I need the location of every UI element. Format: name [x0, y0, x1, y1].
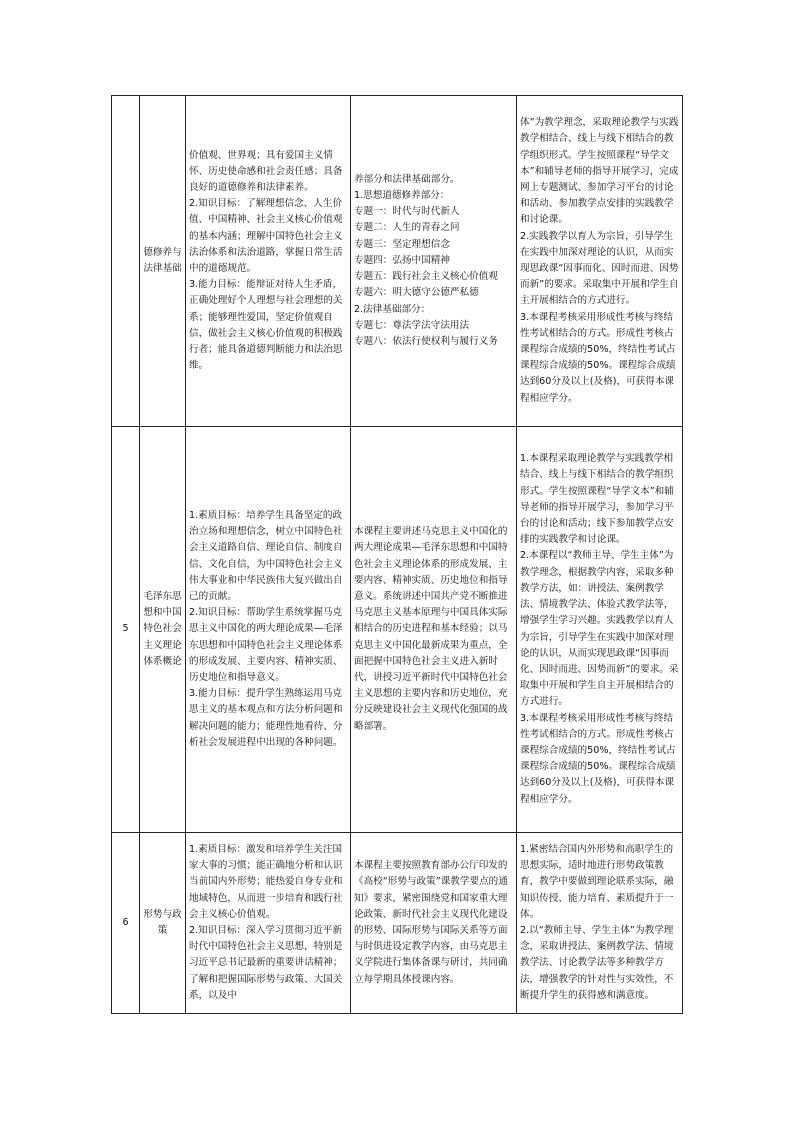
- course-goals: [186, 427, 351, 833]
- course-content: [351, 833, 517, 1014]
- requirement-text: 2.实践教学以育人为宗旨，引导学生在实践中加深对理论的认识，从而实现思政课“因事而化、因时而进、因势而新”的要求。采取集中开展和学生自主开展相结合的方式进行。: [520, 230, 679, 307]
- requirement-text: 3.本课程考核采用形成性考核与终结性考试相结合的方式。形成性考核占课程综合成绩的50%，终结性考试占课程综合成绩的50%。课程综合成绩达到60分及以上(及格)，可获得本课程相应学分。: [520, 311, 676, 404]
- content-text: 本课程主要讲述马克思主义中国化的两大理论成果—毛泽东思想和中国特色社会主义理论体系的形成发展、主要内容、精神实质、历史地位和指导意义。系统讲述中国共产党不断推进马克思主义基本原理与中国具体实际相结合的历史进程和基本经验；以马克思主义中国化最新成果为重点，全面把握中国特色社会主义进入新时代，讲授习近平新时代中国特色社会主义思想的主要内容和历史地位，充分反映建设社会主义现代化强国的战略部署。: [354, 526, 508, 732]
- goal-text: 价值观、世界观；具有爱国主义情怀、历史使命感和社会责任感；具备良好的道德修养和法律素养。: [189, 149, 343, 193]
- content-text: 专题七：尊法学法守法用法: [354, 319, 470, 331]
- table-row: [112, 96, 683, 427]
- course-content: [351, 96, 517, 427]
- goal-text: 2.知识目标：帮助学生系统掌握马克思主义中国化的两大理论成果—毛泽东思想和中国特色社会主义理论体系的形成发展、主要内容、精神实质、历史地位和指导意义。: [189, 607, 343, 683]
- goal-text: 2.知识目标：深入学习贯彻习近平新时代中国特色社会主义思想，特别是习近平总书记最新的重要讲话精神；了解和把握国际形势与政策、大国关系，以及中: [189, 925, 343, 1001]
- goal-text: 1.素质目标：培养学生具备坚定的政治立场和理想信念，树立中国特色社会主义道路自信、理论自信、制度自信、文化自信，为中国特色社会主义伟大事业和中华民族伟大复兴做出自己的贡献。: [189, 509, 343, 602]
- content-text: 专题二：人生的青春之问: [354, 222, 460, 234]
- table-row: [112, 427, 683, 833]
- requirement-text: 2.以“教师主导、学生主体”为教学理念，采取讲授法、案例教学法、情境教学法、讨论教学法等多种教学方法，增强教学的针对性与实效性，不断提升学生的获得感和满意度。: [520, 925, 674, 1001]
- requirement-text: 1.紧密结合国内外形势和高职学生的思想实际，适时地进行形势政策教育，教学中要做到理论联系实际，融知识传授、能力培育、素质提升于一体。: [520, 843, 674, 920]
- course-goals: [186, 96, 351, 427]
- requirement-text: 1.本课程采取理论教学与实践教学相结合、线上与线下相结合的教学组织形式。学生按照课程“导学文本”和辅导老师的指导开展学习，参加学习平台的讨论和活动；线下参加教学点安排的实践教学和讨论课。: [520, 453, 674, 546]
- content-text: 专题四：弘扬中国精神: [354, 254, 450, 266]
- content-text: 专题三：坚定理想信念: [354, 238, 450, 250]
- requirement-text: 3.本课程考核采用形成性考核与终结性考试相结合的方式。形成性考核占课程综合成绩的50%，终结性考试占课程综合成绩的50%。课程综合成绩达到60分及以上(及格)，可获得本课程相应学分。: [520, 712, 676, 805]
- course-name: 形势与政策: [140, 833, 186, 1014]
- course-table: [111, 95, 683, 1014]
- row-number: 6: [112, 833, 140, 1014]
- content-text: 专题八：依法行使权利与履行义务: [354, 335, 498, 347]
- goal-text: 1.素质目标：激发和培养学生关注国家大事的习惯；能正确地分析和认识当前国内外形势；能热爱自身专业和地域特色，从而进一步培育和践行社会主义核心价值观。: [189, 843, 343, 920]
- teaching-requirements: [517, 833, 683, 1014]
- row-number: [112, 96, 140, 427]
- course-name: 毛泽东思想和中国特色社会主义理论体系概论: [140, 427, 186, 833]
- teaching-requirements: [517, 427, 683, 833]
- requirement-text: 体”为教学理念，采取理论教学与实践教学相结合、线上与线下相结合的教学组织形式。学生按照课程“导学文本”和辅导老师的指导开展学习，完成网上专题测试、参加学习平台的讨论和活动、参加教学点安排的实践教学和讨论课。: [520, 117, 679, 226]
- table-row: [112, 833, 683, 1014]
- teaching-requirements: [517, 96, 683, 427]
- row-number: 5: [112, 427, 140, 833]
- requirement-text: 2.本课程以“教师主导、学生主体”为教学理念，根据教学内容，采取多种教学方法，如：讲授法、案例教学法、情境教学法、体验式教学法等，增强学生学习兴趣。实践教学以育人为宗旨，引导学生在实践中加深对理论的认识，从而实现思政课“因事而化、因时而进、因势而新”的要求。采取集中开展和学生自主开展相结合的方式进行。: [520, 550, 679, 708]
- goal-text: 3.能力目标：提升学生熟练运用马克思主义的基本观点和方法分析问题和解决问题的能力；能理性地看待、分析社会发展进程中出现的各种问题。: [189, 688, 343, 748]
- content-text: 2.法律基础部分：: [354, 303, 431, 315]
- content-text: 专题五：践行社会主义核心价值观: [354, 271, 498, 283]
- course-goals: [186, 833, 351, 1014]
- content-text: 1.思想道德修养部分：: [354, 190, 450, 202]
- content-text: 养部分和法律基础部分。: [354, 173, 460, 185]
- goal-text: 3.能力目标：能辩证对待人生矛盾，正确处理好个人理想与社会理想的关系；能够理性爱国，坚定价值观自信，做社会主义核心价值观的积极践行者；能具备道德判断能力和法治思维。: [189, 279, 343, 372]
- goal-text: 2.知识目标：了解理想信念、人生价值、中国精神、社会主义核心价值观的基本内涵；理解中国特色社会主义法治体系和法治道路，掌握日常生活中的道德规范。: [189, 198, 343, 274]
- content-text: 专题一：时代与时代新人: [354, 206, 460, 218]
- course-content: [351, 427, 517, 833]
- course-name: 德修养与法律基础: [140, 96, 186, 427]
- content-text: 专题六：明大德守公德严私德: [354, 287, 479, 299]
- content-text: 本课程主要按照教育部办公厅印发的《高校“形势与政策”课教学要点的通知》要求，紧密围绕党和国家重大理论政策、新时代社会主义现代化建设的形势、国际形势与国际关系等方面与时俱进设定教学内容，由马克思主义学院进行集体备课与研讨，共同确立每学期具体授课内容。: [354, 860, 508, 985]
